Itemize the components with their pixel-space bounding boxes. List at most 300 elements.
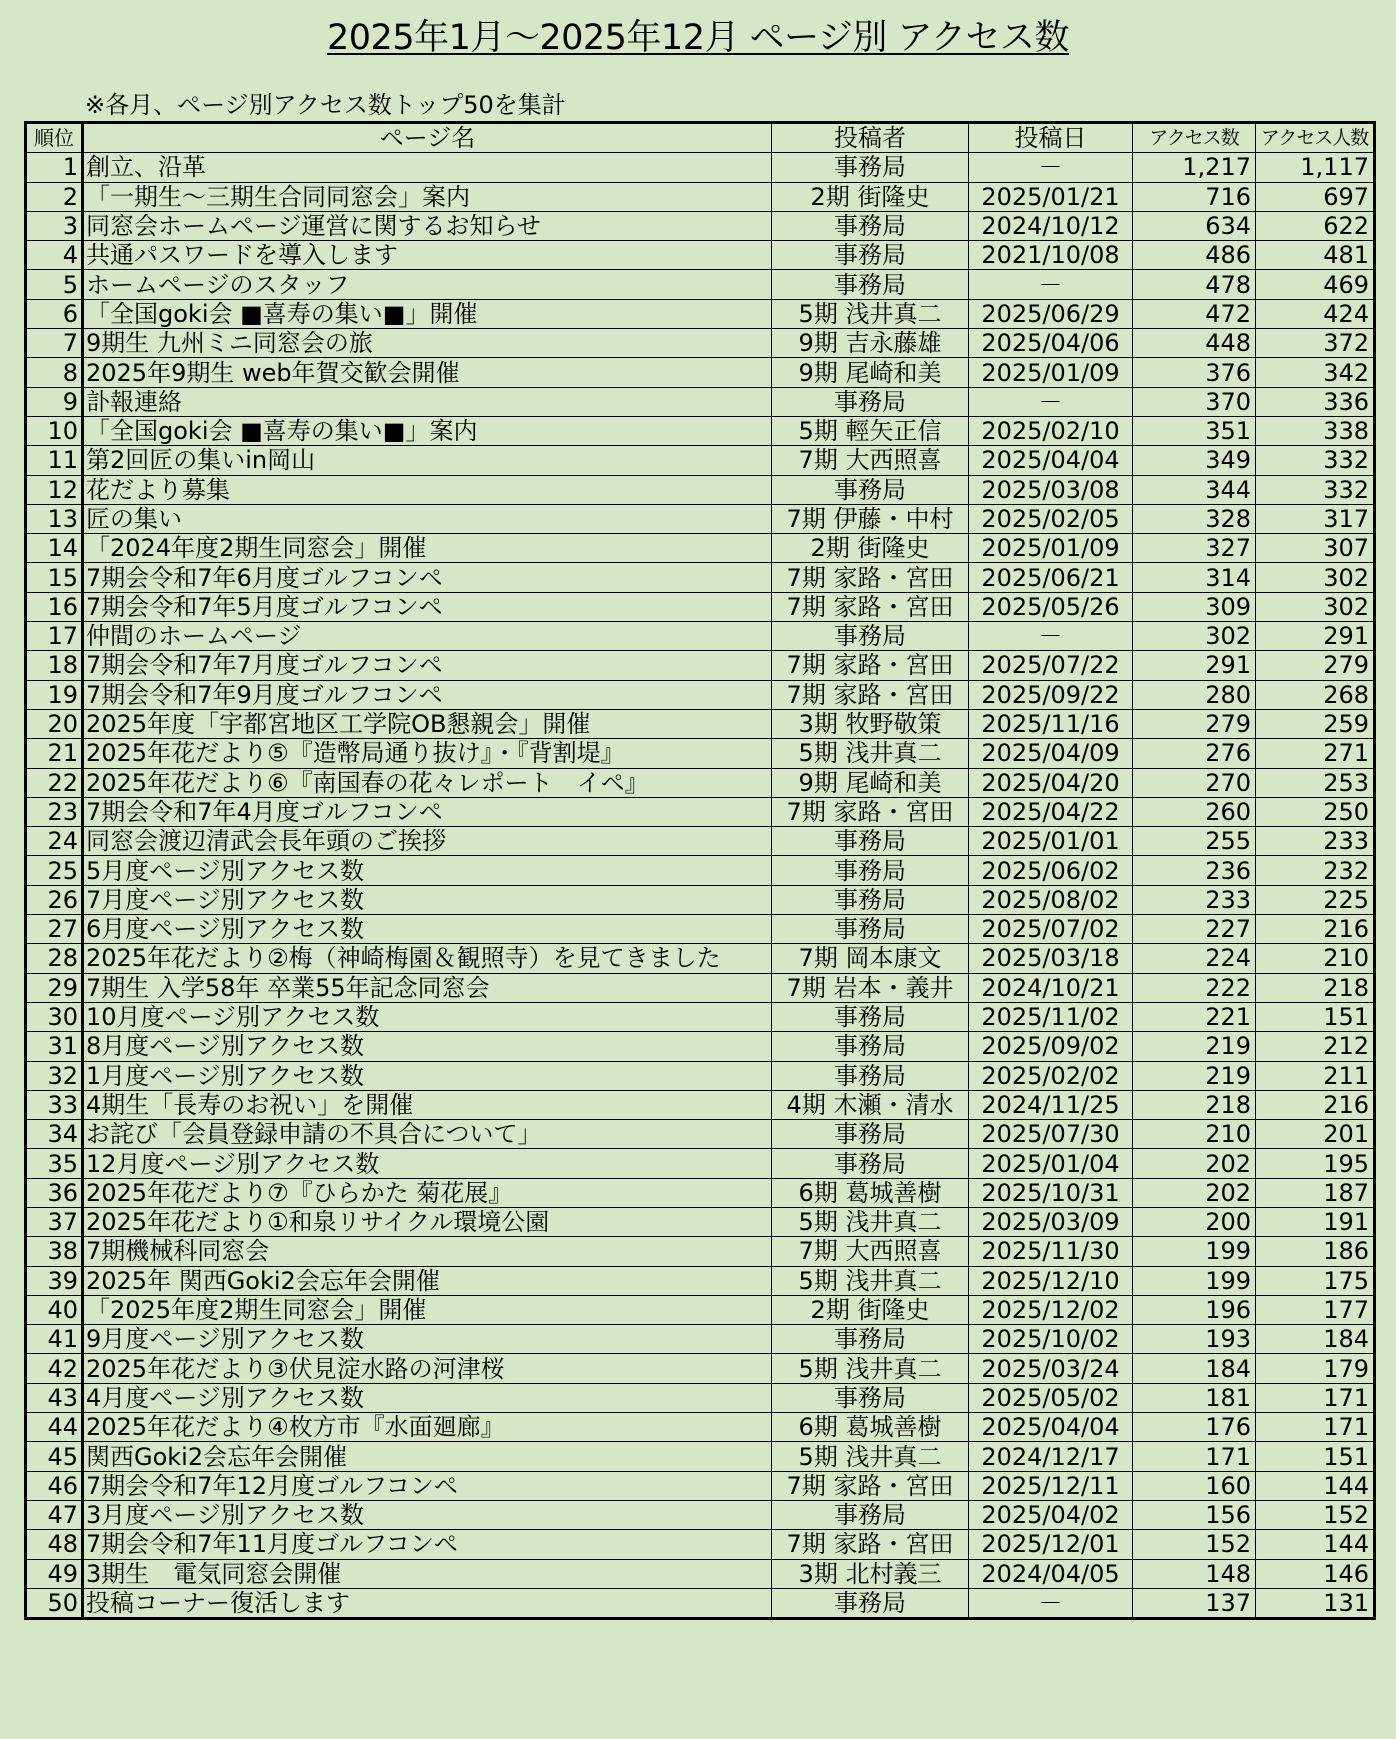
table-row <box>26 1413 1375 1442</box>
cell-visitor-count: 131 <box>1256 1588 1375 1618</box>
cell-poster: 2期 街隆史 <box>772 182 969 211</box>
cell-visitor-count: 481 <box>1256 241 1375 270</box>
table-row <box>26 592 1375 621</box>
cell-poster: 事務局 <box>772 1149 969 1178</box>
cell-poster: 7期 家路・宮田 <box>772 592 969 621</box>
cell-rank: 24 <box>26 827 83 856</box>
cell-rank: 1 <box>26 153 83 182</box>
cell-rank: 30 <box>26 1002 83 1031</box>
cell-poster: 事務局 <box>772 827 969 856</box>
cell-post-date: 2025/02/10 <box>969 416 1133 445</box>
cell-post-date: 2024/11/25 <box>969 1090 1133 1119</box>
cell-page-name: 第2回匠の集いin岡山 <box>83 446 772 475</box>
table-row <box>26 153 1375 182</box>
cell-rank: 47 <box>26 1500 83 1529</box>
header-page-name: ページ名 <box>83 123 772 153</box>
table-row <box>26 973 1375 1002</box>
cell-access-count: 210 <box>1133 1120 1256 1149</box>
cell-page-name: 2025年 関西Goki2会忘年会開催 <box>83 1266 772 1295</box>
cell-visitor-count: 146 <box>1256 1559 1375 1588</box>
header-visitor-count: アクセス人数 <box>1256 123 1375 153</box>
cell-poster: 9期 尾崎和美 <box>772 358 969 387</box>
cell-post-date: 2025/11/02 <box>969 1002 1133 1031</box>
cell-post-date: － <box>969 387 1133 416</box>
cell-visitor-count: 697 <box>1256 182 1375 211</box>
cell-page-name: 創立、沿革 <box>83 153 772 182</box>
cell-post-date: 2025/12/02 <box>969 1295 1133 1324</box>
cell-visitor-count: 144 <box>1256 1530 1375 1559</box>
cell-access-count: 276 <box>1133 739 1256 768</box>
cell-visitor-count: 302 <box>1256 563 1375 592</box>
cell-rank: 4 <box>26 241 83 270</box>
cell-visitor-count: 152 <box>1256 1500 1375 1529</box>
cell-visitor-count: 307 <box>1256 534 1375 563</box>
table-row <box>26 270 1375 299</box>
cell-poster: 7期 家路・宮田 <box>772 680 969 709</box>
cell-post-date: 2025/06/29 <box>969 299 1133 328</box>
cell-access-count: 486 <box>1133 241 1256 270</box>
cell-rank: 11 <box>26 446 83 475</box>
cell-poster: 事務局 <box>772 856 969 885</box>
table-body <box>26 153 1375 1619</box>
cell-page-name: 共通パスワードを導入します <box>83 241 772 270</box>
cell-post-date: 2025/05/26 <box>969 592 1133 621</box>
cell-post-date: 2025/11/16 <box>969 709 1133 738</box>
cell-page-name: 同窓会ホームページ運営に関するお知らせ <box>83 211 772 240</box>
cell-access-count: 184 <box>1133 1354 1256 1383</box>
cell-rank: 38 <box>26 1237 83 1266</box>
table-row <box>26 885 1375 914</box>
cell-post-date: 2025/04/06 <box>969 329 1133 358</box>
cell-poster: 5期 浅井真二 <box>772 1266 969 1295</box>
cell-visitor-count: 171 <box>1256 1383 1375 1412</box>
table-row <box>26 651 1375 680</box>
cell-access-count: 370 <box>1133 387 1256 416</box>
cell-poster: 5期 浅井真二 <box>772 1442 969 1471</box>
table-row <box>26 1002 1375 1031</box>
table-row <box>26 1442 1375 1471</box>
cell-post-date: 2025/03/18 <box>969 944 1133 973</box>
cell-page-name: 12月度ページ別アクセス数 <box>83 1149 772 1178</box>
cell-rank: 25 <box>26 856 83 885</box>
cell-rank: 13 <box>26 504 83 533</box>
cell-poster: 事務局 <box>772 1383 969 1412</box>
header-post-date: 投稿日 <box>969 123 1133 153</box>
cell-poster: 4期 木瀬・清水 <box>772 1090 969 1119</box>
cell-rank: 46 <box>26 1471 83 1500</box>
cell-access-count: 233 <box>1133 885 1256 914</box>
cell-page-name: 7期会令和7年11月度ゴルフコンペ <box>83 1530 772 1559</box>
cell-page-name: 9月度ページ別アクセス数 <box>83 1325 772 1354</box>
cell-page-name: 3月度ページ別アクセス数 <box>83 1500 772 1529</box>
cell-poster: 9期 吉永藤雄 <box>772 329 969 358</box>
cell-post-date: － <box>969 1588 1133 1618</box>
cell-post-date: 2025/04/22 <box>969 797 1133 826</box>
cell-rank: 22 <box>26 768 83 797</box>
cell-rank: 21 <box>26 739 83 768</box>
header-poster: 投稿者 <box>772 123 969 153</box>
cell-poster: 7期 家路・宮田 <box>772 563 969 592</box>
cell-access-count: 279 <box>1133 709 1256 738</box>
cell-visitor-count: 342 <box>1256 358 1375 387</box>
cell-rank: 16 <box>26 592 83 621</box>
table-row <box>26 944 1375 973</box>
page-title: 2025年1月～2025年12月 ページ別 アクセス数 <box>327 18 1069 58</box>
cell-page-name: 仲間のホームページ <box>83 622 772 651</box>
cell-rank: 9 <box>26 387 83 416</box>
cell-page-name: 2025年花だより③伏見淀水路の河津桜 <box>83 1354 772 1383</box>
cell-page-name: 7期生 入学58年 卒業55年記念同窓会 <box>83 973 772 1002</box>
cell-access-count: 1,217 <box>1133 153 1256 182</box>
cell-visitor-count: 317 <box>1256 504 1375 533</box>
cell-page-name: 4期生「長寿のお祝い」を開催 <box>83 1090 772 1119</box>
cell-post-date: 2025/10/31 <box>969 1178 1133 1207</box>
table-row <box>26 915 1375 944</box>
cell-post-date: 2025/08/02 <box>969 885 1133 914</box>
cell-visitor-count: 187 <box>1256 1178 1375 1207</box>
cell-access-count: 156 <box>1133 1500 1256 1529</box>
cell-visitor-count: 271 <box>1256 739 1375 768</box>
cell-access-count: 160 <box>1133 1471 1256 1500</box>
cell-rank: 48 <box>26 1530 83 1559</box>
cell-poster: 7期 家路・宮田 <box>772 651 969 680</box>
cell-page-name: 7期機械科同窓会 <box>83 1237 772 1266</box>
cell-access-count: 280 <box>1133 680 1256 709</box>
cell-visitor-count: 291 <box>1256 622 1375 651</box>
cell-access-count: 152 <box>1133 1530 1256 1559</box>
cell-visitor-count: 268 <box>1256 680 1375 709</box>
cell-visitor-count: 336 <box>1256 387 1375 416</box>
cell-page-name: 2025年花だより④枚方市『水面廻廊』 <box>83 1413 772 1442</box>
table-row <box>26 358 1375 387</box>
cell-access-count: 472 <box>1133 299 1256 328</box>
cell-page-name: 7月度ページ別アクセス数 <box>83 885 772 914</box>
cell-rank: 7 <box>26 329 83 358</box>
cell-post-date: 2025/04/02 <box>969 1500 1133 1529</box>
cell-visitor-count: 250 <box>1256 797 1375 826</box>
cell-access-count: 202 <box>1133 1149 1256 1178</box>
table-row <box>26 1295 1375 1324</box>
cell-poster: 事務局 <box>772 1500 969 1529</box>
cell-rank: 12 <box>26 475 83 504</box>
cell-visitor-count: 259 <box>1256 709 1375 738</box>
cell-access-count: 344 <box>1133 475 1256 504</box>
header-access-count: アクセス数 <box>1133 123 1256 153</box>
table-row <box>26 1471 1375 1500</box>
cell-rank: 6 <box>26 299 83 328</box>
cell-poster: 事務局 <box>772 1588 969 1618</box>
cell-visitor-count: 332 <box>1256 475 1375 504</box>
cell-access-count: 193 <box>1133 1325 1256 1354</box>
cell-poster: 7期 家路・宮田 <box>772 1471 969 1500</box>
cell-poster: 事務局 <box>772 475 969 504</box>
cell-poster: 7期 岩本・義井 <box>772 973 969 1002</box>
cell-access-count: 291 <box>1133 651 1256 680</box>
access-ranking-table <box>24 121 1376 1620</box>
cell-post-date: 2025/04/04 <box>969 1413 1133 1442</box>
cell-page-name: 7期会令和7年9月度ゴルフコンペ <box>83 680 772 709</box>
cell-post-date: 2025/07/30 <box>969 1120 1133 1149</box>
cell-rank: 35 <box>26 1149 83 1178</box>
cell-access-count: 148 <box>1133 1559 1256 1588</box>
cell-poster: 事務局 <box>772 1032 969 1061</box>
table-row <box>26 1237 1375 1266</box>
cell-access-count: 196 <box>1133 1295 1256 1324</box>
cell-rank: 5 <box>26 270 83 299</box>
cell-access-count: 716 <box>1133 182 1256 211</box>
cell-visitor-count: 233 <box>1256 827 1375 856</box>
cell-post-date: 2024/04/05 <box>969 1559 1133 1588</box>
cell-page-name: 2025年9期生 web年賀交歓会開催 <box>83 358 772 387</box>
cell-poster: 事務局 <box>772 153 969 182</box>
table-row <box>26 622 1375 651</box>
cell-rank: 36 <box>26 1178 83 1207</box>
cell-page-name: 「全国goki会 ■喜寿の集い■」案内 <box>83 416 772 445</box>
cell-page-name: 訃報連絡 <box>83 387 772 416</box>
cell-rank: 33 <box>26 1090 83 1119</box>
cell-visitor-count: 622 <box>1256 211 1375 240</box>
cell-poster: 9期 尾崎和美 <box>772 768 969 797</box>
cell-rank: 39 <box>26 1266 83 1295</box>
cell-poster: 7期 家路・宮田 <box>772 797 969 826</box>
cell-post-date: 2025/12/01 <box>969 1530 1133 1559</box>
cell-access-count: 260 <box>1133 797 1256 826</box>
cell-page-name: 花だより募集 <box>83 475 772 504</box>
table-row <box>26 1588 1375 1618</box>
cell-post-date: 2025/03/24 <box>969 1354 1133 1383</box>
cell-rank: 19 <box>26 680 83 709</box>
cell-page-name: 7期会令和7年6月度ゴルフコンペ <box>83 563 772 592</box>
cell-access-count: 202 <box>1133 1178 1256 1207</box>
cell-page-name: 8月度ページ別アクセス数 <box>83 1032 772 1061</box>
cell-page-name: 「2024年度2期生同窓会」開催 <box>83 534 772 563</box>
cell-page-name: 7期会令和7年12月度ゴルフコンペ <box>83 1471 772 1500</box>
cell-post-date: 2025/12/11 <box>969 1471 1133 1500</box>
table-row <box>26 1149 1375 1178</box>
cell-rank: 23 <box>26 797 83 826</box>
cell-poster: 7期 伊藤・中村 <box>772 504 969 533</box>
cell-rank: 14 <box>26 534 83 563</box>
cell-rank: 18 <box>26 651 83 680</box>
cell-visitor-count: 144 <box>1256 1471 1375 1500</box>
cell-page-name: 関西Goki2会忘年会開催 <box>83 1442 772 1471</box>
cell-poster: 事務局 <box>772 1120 969 1149</box>
cell-rank: 43 <box>26 1383 83 1412</box>
cell-post-date: 2025/10/02 <box>969 1325 1133 1354</box>
cell-post-date: 2024/10/21 <box>969 973 1133 1002</box>
table-row <box>26 299 1375 328</box>
table-row <box>26 446 1375 475</box>
cell-poster: 5期 輕矢正信 <box>772 416 969 445</box>
table-row <box>26 1559 1375 1588</box>
cell-access-count: 224 <box>1133 944 1256 973</box>
cell-rank: 17 <box>26 622 83 651</box>
cell-visitor-count: 186 <box>1256 1237 1375 1266</box>
cell-post-date: 2021/10/08 <box>969 241 1133 270</box>
cell-poster: 3期 北村義三 <box>772 1559 969 1588</box>
cell-access-count: 200 <box>1133 1207 1256 1236</box>
cell-visitor-count: 179 <box>1256 1354 1375 1383</box>
cell-rank: 31 <box>26 1032 83 1061</box>
cell-access-count: 227 <box>1133 915 1256 944</box>
table-row <box>26 1207 1375 1236</box>
cell-post-date: 2024/10/12 <box>969 211 1133 240</box>
cell-visitor-count: 253 <box>1256 768 1375 797</box>
cell-post-date: 2025/01/09 <box>969 534 1133 563</box>
table-row <box>26 1120 1375 1149</box>
cell-rank: 20 <box>26 709 83 738</box>
cell-post-date: － <box>969 270 1133 299</box>
cell-rank: 44 <box>26 1413 83 1442</box>
cell-access-count: 199 <box>1133 1237 1256 1266</box>
table-row <box>26 329 1375 358</box>
cell-page-name: 4月度ページ別アクセス数 <box>83 1383 772 1412</box>
cell-page-name: 7期会令和7年5月度ゴルフコンペ <box>83 592 772 621</box>
cell-rank: 45 <box>26 1442 83 1471</box>
cell-visitor-count: 191 <box>1256 1207 1375 1236</box>
cell-page-name: 7期会令和7年7月度ゴルフコンペ <box>83 651 772 680</box>
cell-poster: 事務局 <box>772 885 969 914</box>
cell-access-count: 376 <box>1133 358 1256 387</box>
cell-visitor-count: 171 <box>1256 1413 1375 1442</box>
cell-visitor-count: 469 <box>1256 270 1375 299</box>
cell-access-count: 448 <box>1133 329 1256 358</box>
cell-access-count: 218 <box>1133 1090 1256 1119</box>
cell-page-name: 2025年花だより⑤『造幣局通り抜け』・『背割堤』 <box>83 739 772 768</box>
table-row <box>26 241 1375 270</box>
cell-page-name: 2025年度「宇都宮地区工学院OB懇親会」開催 <box>83 709 772 738</box>
cell-post-date: 2025/01/01 <box>969 827 1133 856</box>
cell-access-count: 314 <box>1133 563 1256 592</box>
cell-page-name: 匠の集い <box>83 504 772 533</box>
cell-access-count: 221 <box>1133 1002 1256 1031</box>
cell-rank: 32 <box>26 1061 83 1090</box>
table-row <box>26 1325 1375 1354</box>
cell-post-date: 2025/05/02 <box>969 1383 1133 1412</box>
cell-post-date: 2025/07/02 <box>969 915 1133 944</box>
cell-rank: 37 <box>26 1207 83 1236</box>
cell-poster: 7期 大西照喜 <box>772 446 969 475</box>
header-rank: 順位 <box>26 123 83 153</box>
cell-page-name: 「2025年度2期生同窓会」開催 <box>83 1295 772 1324</box>
cell-poster: 7期 岡本康文 <box>772 944 969 973</box>
cell-visitor-count: 225 <box>1256 885 1375 914</box>
cell-post-date: 2025/04/20 <box>969 768 1133 797</box>
cell-access-count: 309 <box>1133 592 1256 621</box>
cell-page-name: ホームページのスタッフ <box>83 270 772 299</box>
table-row <box>26 797 1375 826</box>
cell-post-date: 2025/02/05 <box>969 504 1133 533</box>
cell-page-name: 2025年花だより①和泉リサイクル環境公園 <box>83 1207 772 1236</box>
cell-poster: 5期 浅井真二 <box>772 739 969 768</box>
cell-page-name: 10月度ページ別アクセス数 <box>83 1002 772 1031</box>
table-row <box>26 534 1375 563</box>
cell-visitor-count: 216 <box>1256 1090 1375 1119</box>
cell-page-name: お詫び「会員登録申請の不具合について」 <box>83 1120 772 1149</box>
cell-access-count: 219 <box>1133 1032 1256 1061</box>
cell-rank: 50 <box>26 1588 83 1618</box>
cell-post-date: － <box>969 153 1133 182</box>
table-row <box>26 211 1375 240</box>
cell-access-count: 302 <box>1133 622 1256 651</box>
cell-page-name: 5月度ページ別アクセス数 <box>83 856 772 885</box>
cell-page-name: 7期会令和7年4月度ゴルフコンペ <box>83 797 772 826</box>
table-row <box>26 1500 1375 1529</box>
cell-post-date: 2025/03/09 <box>969 1207 1133 1236</box>
cell-post-date: 2025/04/04 <box>969 446 1133 475</box>
cell-post-date: 2025/06/02 <box>969 856 1133 885</box>
table-row <box>26 709 1375 738</box>
cell-page-name: 2025年花だより⑦『ひらかた 菊花展』 <box>83 1178 772 1207</box>
cell-visitor-count: 195 <box>1256 1149 1375 1178</box>
cell-rank: 2 <box>26 182 83 211</box>
cell-visitor-count: 201 <box>1256 1120 1375 1149</box>
cell-page-name: 投稿コーナー復活します <box>83 1588 772 1618</box>
cell-visitor-count: 338 <box>1256 416 1375 445</box>
cell-post-date: 2025/07/22 <box>969 651 1133 680</box>
cell-page-name: 1月度ページ別アクセス数 <box>83 1061 772 1090</box>
table-row <box>26 680 1375 709</box>
cell-visitor-count: 372 <box>1256 329 1375 358</box>
cell-rank: 34 <box>26 1120 83 1149</box>
cell-access-count: 171 <box>1133 1442 1256 1471</box>
table-row <box>26 768 1375 797</box>
cell-poster: 6期 葛城善樹 <box>772 1178 969 1207</box>
cell-post-date: 2025/04/09 <box>969 739 1133 768</box>
cell-rank: 29 <box>26 973 83 1002</box>
table-row <box>26 182 1375 211</box>
cell-page-name: 3期生 電気同窓会開催 <box>83 1559 772 1588</box>
cell-page-name: 2025年花だより②梅（神崎梅園＆観照寺）を見てきました <box>83 944 772 973</box>
table-row <box>26 387 1375 416</box>
cell-poster: 事務局 <box>772 241 969 270</box>
cell-visitor-count: 212 <box>1256 1032 1375 1061</box>
cell-visitor-count: 175 <box>1256 1266 1375 1295</box>
cell-rank: 41 <box>26 1325 83 1354</box>
cell-access-count: 478 <box>1133 270 1256 299</box>
cell-rank: 27 <box>26 915 83 944</box>
cell-access-count: 137 <box>1133 1588 1256 1618</box>
cell-page-name: 「全国goki会 ■喜寿の集い■」開催 <box>83 299 772 328</box>
cell-visitor-count: 279 <box>1256 651 1375 680</box>
cell-rank: 49 <box>26 1559 83 1588</box>
table-row <box>26 1530 1375 1559</box>
cell-access-count: 181 <box>1133 1383 1256 1412</box>
cell-poster: 7期 家路・宮田 <box>772 1530 969 1559</box>
cell-post-date: 2025/01/21 <box>969 182 1133 211</box>
cell-visitor-count: 216 <box>1256 915 1375 944</box>
cell-post-date: 2025/01/09 <box>969 358 1133 387</box>
cell-rank: 15 <box>26 563 83 592</box>
cell-access-count: 349 <box>1133 446 1256 475</box>
cell-post-date: － <box>969 622 1133 651</box>
cell-poster: 2期 街隆史 <box>772 1295 969 1324</box>
cell-post-date: 2025/01/04 <box>969 1149 1133 1178</box>
table-row <box>26 1032 1375 1061</box>
table-row <box>26 504 1375 533</box>
cell-visitor-count: 232 <box>1256 856 1375 885</box>
cell-poster: 事務局 <box>772 622 969 651</box>
cell-visitor-count: 424 <box>1256 299 1375 328</box>
cell-access-count: 327 <box>1133 534 1256 563</box>
cell-page-name: 「一期生～三期生合同同窓会」案内 <box>83 182 772 211</box>
cell-post-date: 2025/09/22 <box>969 680 1133 709</box>
cell-visitor-count: 151 <box>1256 1442 1375 1471</box>
cell-access-count: 219 <box>1133 1061 1256 1090</box>
cell-page-name: 2025年花だより⑥『南国春の花々レポート イペ』 <box>83 768 772 797</box>
cell-poster: 2期 街隆史 <box>772 534 969 563</box>
cell-access-count: 222 <box>1133 973 1256 1002</box>
